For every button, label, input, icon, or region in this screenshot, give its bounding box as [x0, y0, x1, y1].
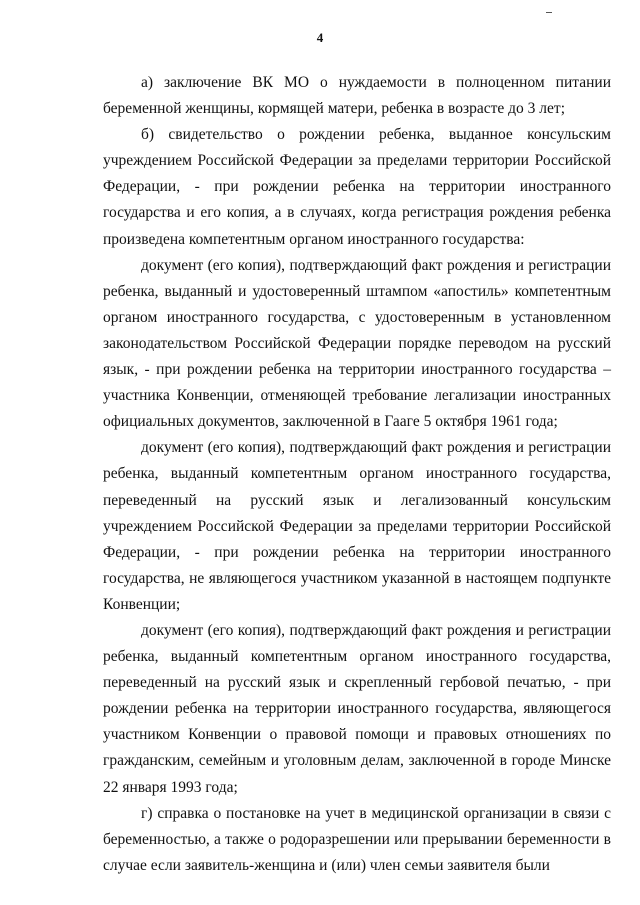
paragraph-legalized-document: документ (его копия), подтверждающий факт рождения и регистрации ребенка, выданный компетентным органом иностранного государства, переведенный на русский язык и легализованный консульским учреждением Российской Федерации за пределами территории Российской Федерации, - при рождении ребенка на территории иностранного государства, не являющегося участником указанной в настоящем подпункте Конвенции; [103, 439, 611, 613]
document-body [103, 70, 611, 879]
page-number: 4 [316, 30, 324, 45]
paragraph-minsk-convention-document: документ (его копия), подтверждающий факт рождения и регистрации ребенка, выданный компетентным органом иностранного государства, переведенный на русский язык и скрепленный гербовой печатью, - при рождении ребенка на территории иностранного государства, являющегося участником Конвенции о правовой помощи и правовых отношениях по гражданским, семейным и уголовным делам, заключенной в городе Минске 22 января 1993 года; [103, 621, 611, 796]
scan-artifact [546, 12, 552, 13]
paragraph-g: г) справка о постановке на учет в медицинской организации в связи с беременностью, а также о родоразрешении или прерывании беременности в случае если заявитель-женщина и (или) член семьи заявителя были [103, 804, 611, 874]
paragraph-b: б) свидетельство о рождении ребенка, выданное консульским учреждением Российской Федерации за пределами территории Российской Федерации, - при рождении ребенка на территории иностранного государства и его копия, а в случаях, когда регистрация рождения ребенка произведена компетентным органом иностранного государства: [103, 126, 611, 248]
paragraph-apostille-document: документ (его копия), подтверждающий факт рождения и регистрации ребенка, выданный и удостоверенный штампом «апостиль» компетентным органом иностранного государства, с удостоверенным в установленном законодательством Российской Федерации порядке переводом на русский язык, - при рождении ребенка на территории иностранного государства – участника Конвенции, отменяющей требование легализации иностранных официальных документов, заключенной в Гааге 5 октября 1961 года; [103, 256, 611, 431]
paragraph-a: а) заключение ВК МО о нуждаемости в полноценном питании беременной женщины, кормящей матери, ребенка в возрасте до 3 лет; [103, 74, 611, 118]
